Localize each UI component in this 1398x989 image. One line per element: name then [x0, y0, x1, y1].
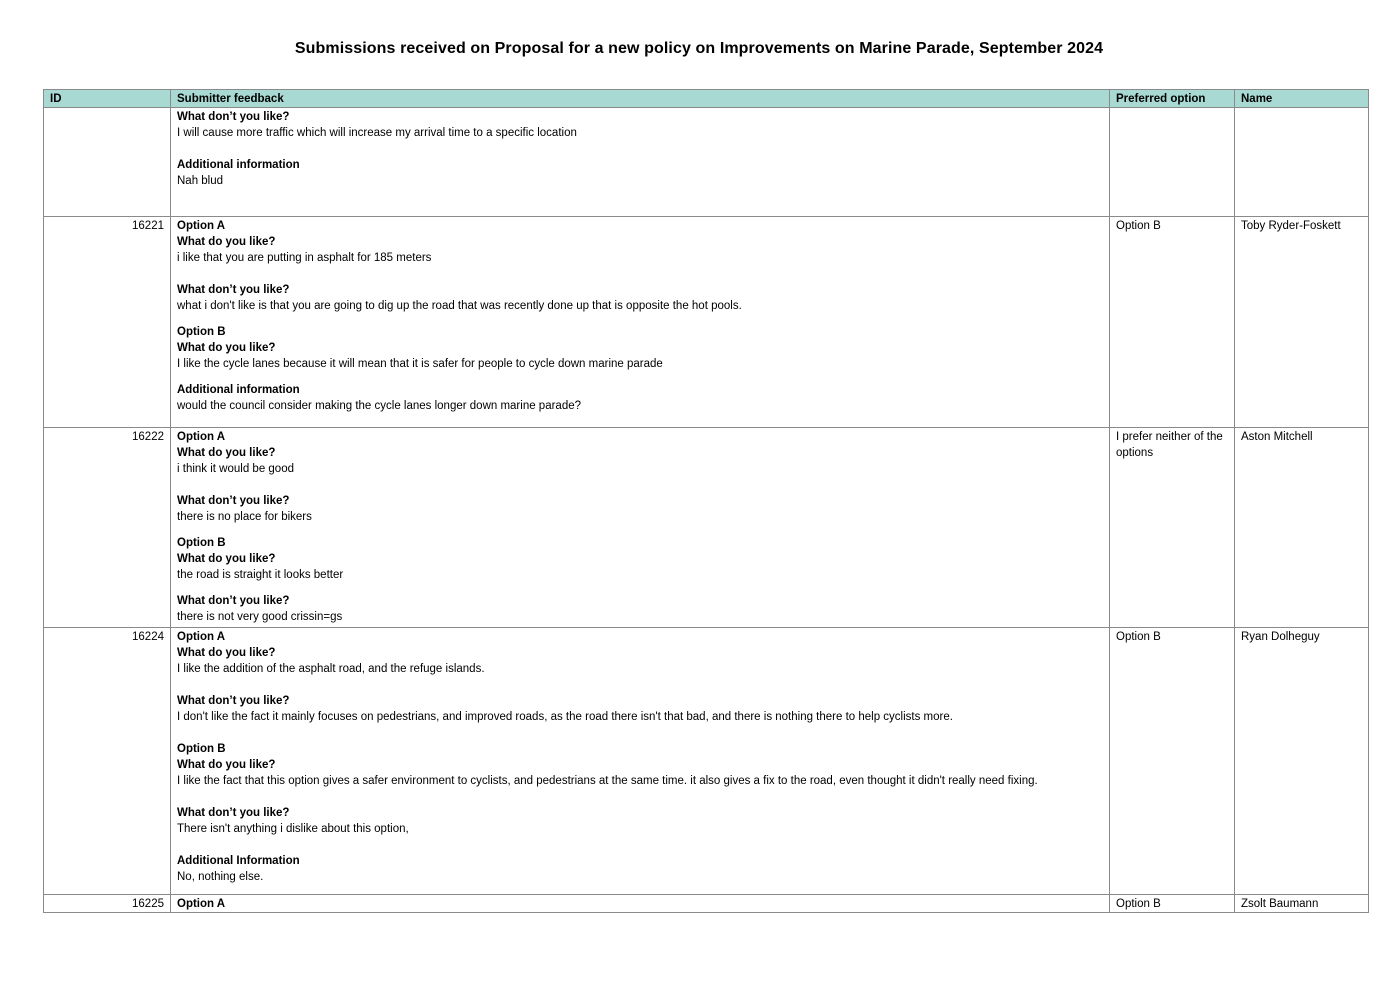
submitter-feedback: [171, 895, 1110, 913]
preferred-option: Option B: [1110, 628, 1235, 895]
feedback-text: I like the fact that this option gives a safer environment to cyclists, and pedestrians at the same time. it also gives a fix to the road, even thought it didn't really need fixing.: [177, 775, 1038, 787]
table-row: [44, 108, 1369, 217]
feedback-heading: What do you like?: [177, 447, 276, 459]
column-header-id: ID: [44, 90, 171, 108]
feedback-heading: What don’t you like?: [177, 284, 290, 296]
feedback-text: there is no place for bikers: [177, 511, 312, 523]
table-row: [44, 428, 1369, 628]
table-row: [44, 217, 1369, 428]
feedback-heading: What don’t you like?: [177, 695, 290, 707]
submitter-name: Toby Ryder-Foskett: [1235, 217, 1369, 428]
submission-id: 16222: [44, 428, 171, 628]
feedback-text: I don't like the fact it mainly focuses on pedestrians, and improved roads, as the road there isn't that bad, and there is nothing there to help cyclists more.: [177, 711, 953, 723]
submitter-feedback: [171, 428, 1110, 628]
submission-id: 16225: [44, 895, 171, 913]
submitter-feedback: [171, 108, 1110, 217]
feedback-text: Nah blud: [177, 175, 224, 187]
feedback-text: i think it would be good: [177, 463, 294, 475]
feedback-text: what i don't like is that you are going to dig up the road that was recently done up that is opposite the hot pools.: [177, 300, 742, 312]
feedback-heading: What don’t you like?: [177, 595, 290, 607]
feedback-heading: What do you like?: [177, 647, 276, 659]
submitter-name: Ryan Dolheguy: [1235, 628, 1369, 895]
preferred-option: [1110, 108, 1235, 217]
feedback-heading: What don’t you like?: [177, 807, 290, 819]
submitter-name: Aston Mitchell: [1235, 428, 1369, 628]
submission-id: [44, 108, 171, 217]
feedback-heading: What do you like?: [177, 759, 276, 771]
feedback-heading: Option B: [177, 326, 226, 338]
preferred-option: Option B: [1110, 895, 1235, 913]
feedback-text: there is not very good crissin=gs: [177, 611, 343, 623]
feedback-text: the road is straight it looks better: [177, 569, 344, 581]
column-header-name: Name: [1235, 90, 1369, 108]
submissions-table: [43, 89, 1369, 913]
feedback-heading: Option A: [177, 431, 226, 443]
feedback-text: I like the cycle lanes because it will mean that it is safer for people to cycle down marine parade: [177, 358, 663, 370]
feedback-text: I will cause more traffic which will increase my arrival time to a specific location: [177, 127, 577, 139]
feedback-text: I like the addition of the asphalt road, and the refuge islands.: [177, 663, 485, 675]
submission-id: 16221: [44, 217, 171, 428]
feedback-text: No, nothing else.: [177, 871, 264, 883]
submitter-name: Zsolt Baumann: [1235, 895, 1369, 913]
feedback-heading: What do you like?: [177, 236, 276, 248]
feedback-heading: Additional information: [177, 159, 300, 171]
table-row: [44, 628, 1369, 895]
feedback-heading: Option A: [177, 631, 226, 643]
column-header-feedback: Submitter feedback: [171, 90, 1110, 108]
preferred-option: I prefer neither of the options: [1110, 428, 1235, 628]
feedback-text: i like that you are putting in asphalt for 185 meters: [177, 252, 432, 264]
submission-id: 16224: [44, 628, 171, 895]
feedback-heading: What do you like?: [177, 553, 276, 565]
feedback-heading: Option A: [177, 898, 226, 910]
column-header-preferred-option: Preferred option: [1110, 90, 1235, 108]
table-row: [44, 895, 1369, 913]
feedback-heading: What don’t you like?: [177, 111, 290, 123]
feedback-heading: Option B: [177, 743, 226, 755]
submitter-feedback: [171, 628, 1110, 895]
feedback-text: would the council consider making the cycle lanes longer down marine parade?: [177, 400, 582, 412]
page-title: Submissions received on Proposal for a new policy on Improvements on Marine Parade, September 2024: [294, 40, 1104, 57]
submitter-feedback: [171, 217, 1110, 428]
preferred-option: Option B: [1110, 217, 1235, 428]
feedback-text: There isn't anything i dislike about this option,: [177, 823, 409, 835]
feedback-heading: Additional Information: [177, 855, 300, 867]
feedback-heading: What don’t you like?: [177, 495, 290, 507]
table-header-row: [44, 90, 1369, 108]
submitter-name: [1235, 108, 1369, 217]
feedback-heading: What do you like?: [177, 342, 276, 354]
feedback-heading: Additional information: [177, 384, 300, 396]
feedback-heading: Option A: [177, 220, 226, 232]
feedback-heading: Option B: [177, 537, 226, 549]
